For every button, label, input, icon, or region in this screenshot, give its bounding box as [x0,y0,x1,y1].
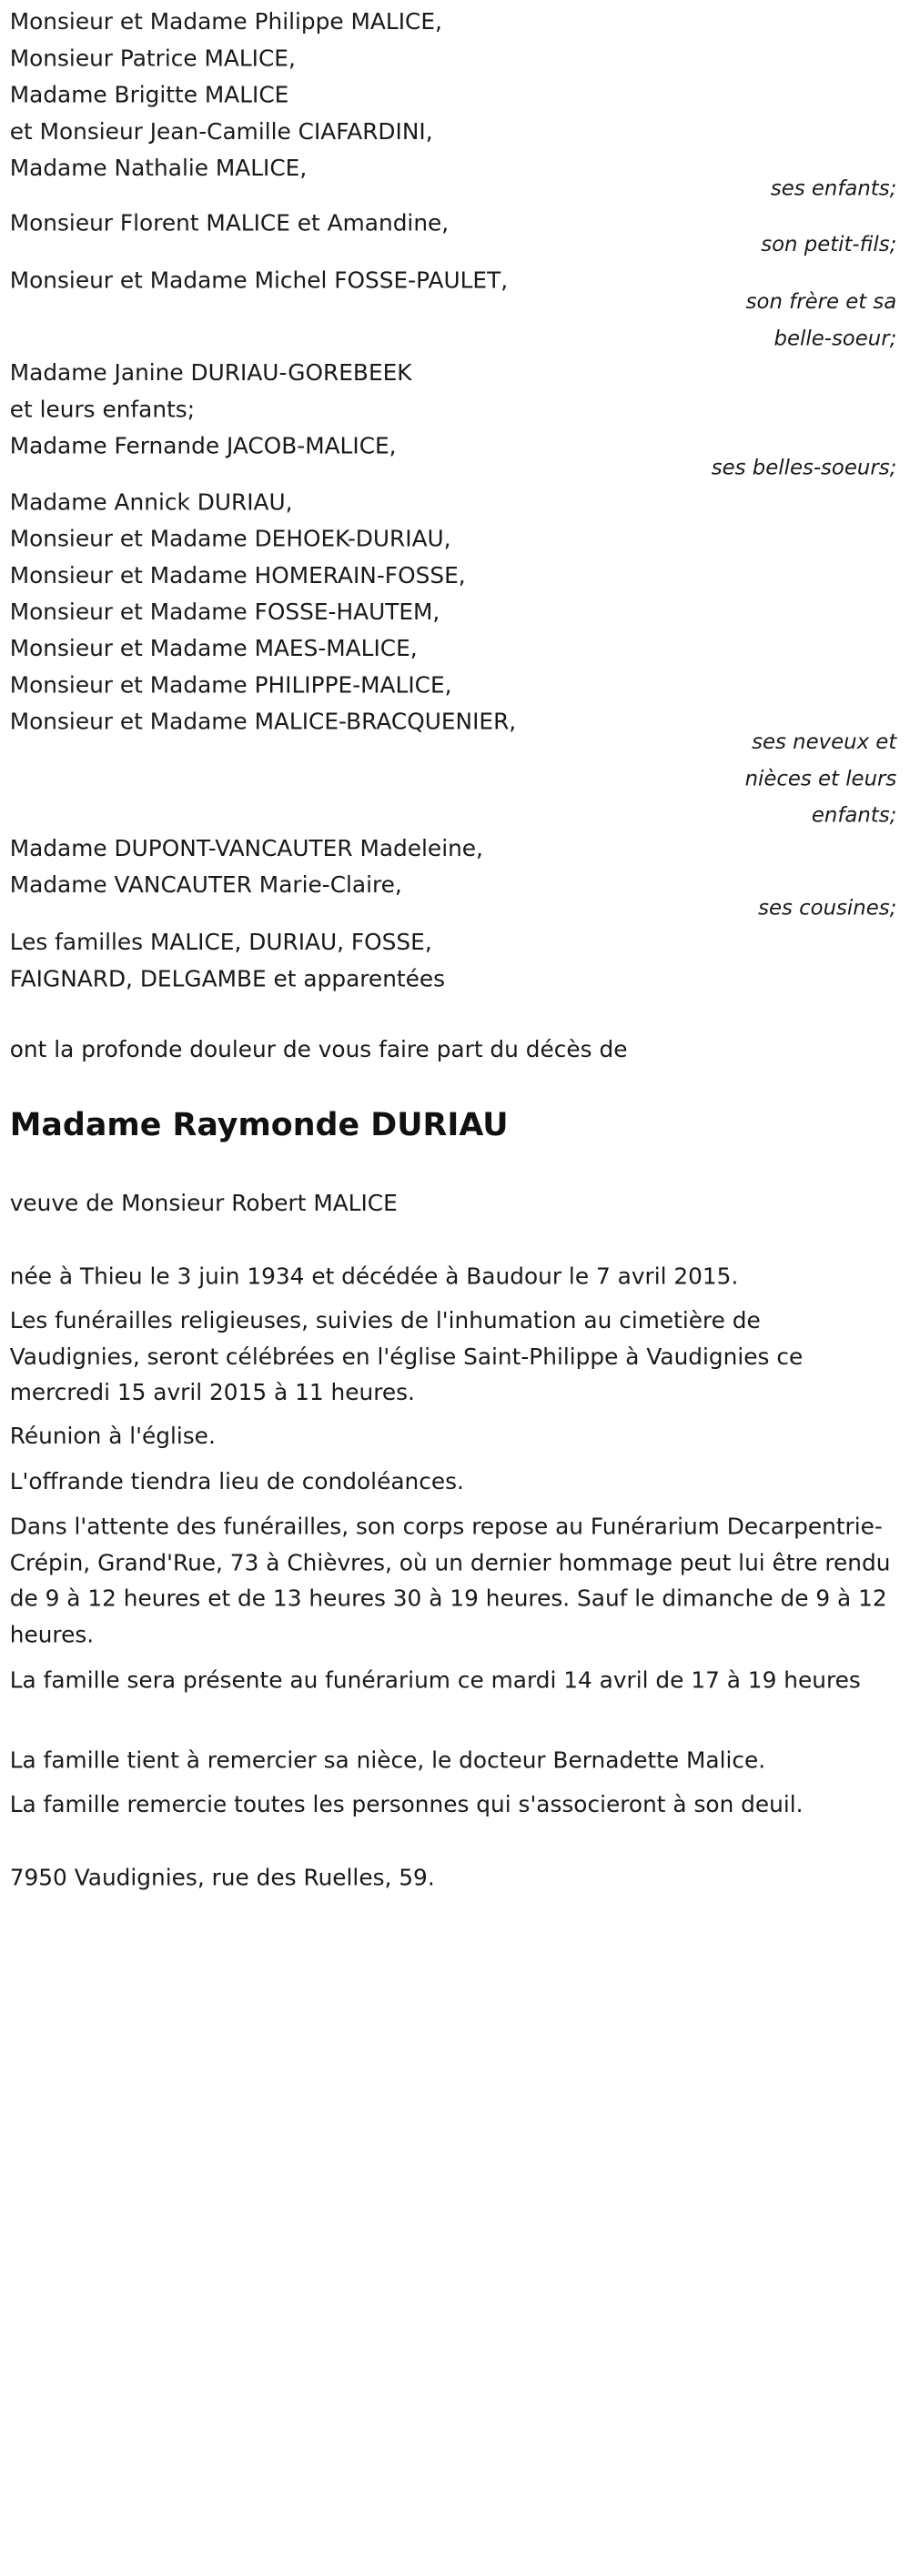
thanks-niece-paragraph: La famille tient à remercier sa nièce, le docteur Bernadette Malice. [9,1748,766,1775]
relation-label: ses belles-soeurs; [711,456,897,481]
birth-death-paragraph: née à Thieu le 3 juin 1934 et décédée à Baudour le 7 avril 2015. [9,1264,739,1291]
family-member-name: Monsieur et Madame Michel FOSSE-PAULET, [9,267,509,295]
family-member-name: et Monsieur Jean-Camille CIAFARDINI, [9,119,433,146]
family-member-name: Madame Fernande JACOB-MALICE, [9,434,397,460]
relation-row [10,450,897,487]
relation-label: son frère et sa belle-soeur; [745,290,897,352]
family-member-name: et leurs enfants; [9,397,196,424]
thanks-all-paragraph: La famille remercie toutes les personnes qui s'associeront à son deuil. [9,1792,804,1818]
meeting-paragraph: Réunion à l'église. [9,1424,216,1450]
relation-label: ses enfants; [770,176,897,202]
family-member-name: Madame Janine DURIAU-GOREBEEK [9,360,412,387]
family-member-name: Monsieur et Madame MAES-MALICE, [9,636,418,662]
family-member-name: Madame Annick DURIAU, [9,489,293,517]
family-group-children [10,5,897,187]
family-member-name: Les familles MALICE, DURIAU, FOSSE, [9,930,432,956]
funerarium-paragraph: Dans l'attente des funérailles, son corps repose au Funérarium Decarpentrie-Crépin, Grand'Rue, 73 à Chièvres, où un dernier hommage peut lui être rendu de 9 à 12 heures et de 13 heures 30 à 19 heures. Sauf le dimanche de 9 à 12 heures. [9,1514,891,1648]
family-member-name: Monsieur et Madame HOMERAIN-FOSSE, [9,563,466,589]
announcement-text: ont la profonde douleur de vous faire part du décès de [9,1037,628,1063]
relation-row [10,891,897,927]
family-member-name: Madame DUPONT-VANCAUTER Madeleine, [9,836,483,862]
family-member-name: Monsieur et Madame PHILIPPE-MALICE, [9,672,452,699]
family-member-name: Madame Nathalie MALICE, [9,156,308,182]
family-member-name: Monsieur et Madame MALICE-BRACQUENIER, [9,709,517,736]
funeral-paragraph: Les funérailles religieuses, suivies de l'inhumation au cimetière de Vaudignies, seront célébrées en l'église Saint-Philippe à Vaudignies ce mercredi 15 avril 2015 à 11 heures. [9,1308,804,1406]
relation-row [10,284,897,357]
relation-row [10,226,897,263]
relation-label: ses neveux et nièces et leurs enfants; [744,730,897,829]
family-member-name: Monsieur et Madame Philippe MALICE, [9,9,442,35]
family-member-name: Monsieur et Madame FOSSE-HAUTEM, [9,599,440,626]
family-member-name: Monsieur Florent MALICE et Amandine, [9,210,450,237]
family-member-name: Monsieur et Madame DEHOEK-DURIAU, [9,527,451,553]
address: 7950 Vaudignies, rue des Ruelles, 59. [9,1865,435,1892]
relation-row [10,724,897,834]
widow-of-text: veuve de Monsieur Robert MALICE [9,1191,398,1217]
deceased-name: Madame Raymonde DURIAU [9,1107,509,1144]
family-member-name: Madame VANCAUTER Marie-Claire, [9,872,402,899]
relation-row [10,171,897,207]
family-group-nephews-nieces [10,486,897,742]
relation-label: son petit-fils; [761,233,897,257]
family-member-name: Monsieur Patrice MALICE, [9,45,296,73]
family-presence-paragraph: La famille sera présente au funérarium ce mardi 14 avril de 17 à 19 heures [9,1667,861,1694]
family-member-name: FAIGNARD, DELGAMBE et apparentées [9,967,446,993]
family-group-families [10,925,897,998]
offering-paragraph: L'offrande tiendra lieu de condoléances. [9,1469,464,1495]
relation-label: ses cousines; [758,896,897,921]
family-member-name: Madame Brigitte MALICE [9,83,289,109]
